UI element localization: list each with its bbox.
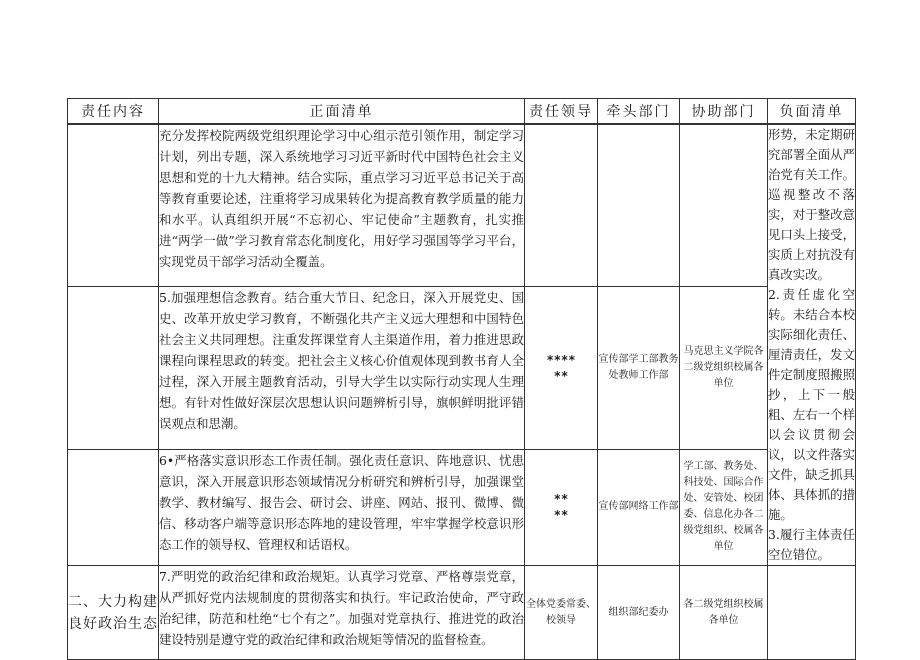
category-cell (68, 449, 159, 565)
leader-cell (525, 449, 598, 565)
leader-cell (525, 124, 598, 287)
header-responsible-leader: 责任领导 (525, 99, 598, 125)
positive-item-text: 6•严格落实意识形态工作责任制。强化责任意识、阵地意识、忧患意识，深入开展意识形态领域情况分析研究和辨析引导，加强课堂教学、教材编写、报告会、研讨会、讲座、网站、报刊、微博、微信、移动客户端等意识形态阵地的建设管理，牢牢掌握学校意识形态工作的领导权、管理权和话语权。 (159, 452, 524, 552)
table-row (68, 449, 856, 565)
category-cell: 二、大力构建良好政治生态 (68, 566, 159, 660)
positive-item-text: 充分发挥校院两级党组织理论学习中心组示范引领作用，制定学习计划，列出专题，深入系统地学习习近平新时代中国特色社会主义思想和党的十九大精神。结合实际，重点学习习近平总书记关于高等教育重要论述，注重将学习成果转化为提高教育教学质量的能力和水平。认真组织开展“不忘初心、牢记使命”主题教育，扎实推进“两学一做”学习教育常态化制度化，用好学习强国等学习平台，实现党员干部学习活动全覆盖。 (159, 128, 524, 269)
category-cell (68, 124, 159, 287)
lead-dept-cell: 组织部纪委办 (598, 566, 680, 660)
header-negative-list: 负面清单 (768, 99, 856, 125)
header-lead-department: 牵头部门 (598, 99, 680, 125)
negative-item: 2.责任虚化空转。未结合本校实际细化责任、厘清责任，发文件定制度照搬照抄，上下一般粗、左右一个样以会议贯彻会议，以文件落实文件，缺乏抓具体、具体抓的措施。 (768, 287, 855, 522)
leader-masked: ** (553, 369, 569, 384)
header-assist-department: 协助部门 (680, 99, 768, 125)
assist-dept-cell (680, 124, 768, 287)
leader-cell: 全体党委常委、校领导 (525, 566, 598, 660)
positive-item (159, 124, 525, 287)
header-row (68, 99, 856, 125)
assist-dept-cell: 学工部、教务处、科技处、国际合作处、安管处、校团委、信息化办各二级党组织、校属各单位 (680, 449, 768, 565)
positive-item (159, 287, 525, 449)
assist-dept-cell: 各二级党组织校属各单位 (680, 566, 768, 660)
negative-list-cell (768, 124, 856, 566)
header-responsibility-content: 责任内容 (68, 99, 159, 125)
positive-item (159, 566, 525, 660)
header-positive-list: 正面清单 (159, 99, 525, 125)
leader-masked: **** (546, 353, 576, 368)
negative-item: 形势，未定期研究部署全面从严治党有关工作。巡视整改不落实，对于整改意见口头上接受，实质上对抗没有真改实改。 (768, 127, 855, 282)
positive-item-text: 7.严明党的政治纪律和政治规矩。认真学习党章、严格尊崇党章，从严抓好党内法规制度的贯彻落实和执行。牢记政治使命，严守政治纪律，防范和杜绝“七个有之”。加强对党章执行、推进党的政治建设特别是遵守党的政治纪律和政治规矩等情况的监督检查。 (159, 569, 524, 647)
table-row (68, 124, 856, 287)
table-row (68, 287, 856, 449)
negative-item: 3.履行主体责任空位错位。 (768, 527, 855, 562)
negative-list-cell (768, 566, 856, 660)
table-row (68, 566, 856, 660)
leader-masked: ** (553, 508, 569, 523)
leader-masked: ** (553, 492, 569, 507)
category-cell (68, 287, 159, 449)
lead-dept-cell: 宣传部学工部教务处教师工作部 (598, 287, 680, 449)
leader-cell (525, 287, 598, 449)
assist-dept-cell: 马克思主义学院各二级党组织校属各单位 (680, 287, 768, 449)
positive-item-text: 5.加强理想信念教育。结合重大节日、纪念日，深入开展党史、国史、改革开放史学习教育，不断强化共产主义远大理想和中国特色社会主义共同理想。注重发挥课堂育人主渠道作用，着力推进思政课程向课程思政的转变。把社会主义核心价值观体现到教书育人全过程，深入开展主题教育活动，引导大学生以实际行动实现人生理想。有针对性做好深层次思想认识问题辨析引导，旗帜鲜明批评错误观点和思潮。 (159, 290, 524, 432)
responsibility-table (67, 98, 856, 660)
positive-item (159, 449, 525, 565)
lead-dept-cell (598, 124, 680, 287)
lead-dept-cell: 宣传部网络工作部 (598, 449, 680, 565)
